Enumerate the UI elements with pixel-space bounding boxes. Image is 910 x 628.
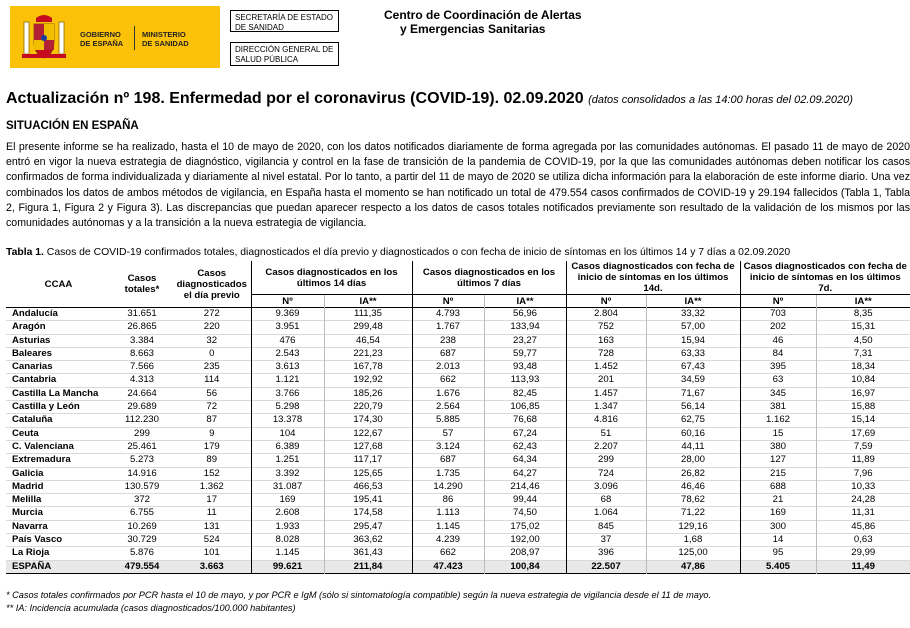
table-cell: 113,93	[484, 374, 566, 387]
table-cell: 10,33	[816, 480, 910, 493]
ccaa-name: Cataluña	[12, 414, 53, 426]
table-cell: 106,85	[484, 401, 566, 414]
table-cell: 24,28	[816, 494, 910, 507]
table-cell: 133,94	[484, 321, 566, 334]
table-cell: 78,62	[646, 494, 740, 507]
table-cell: 1.251	[251, 454, 324, 467]
table-cell: 845	[566, 520, 646, 533]
table-cell: 68	[566, 494, 646, 507]
table-cell: 15	[740, 427, 816, 440]
table-cell: 272	[203, 308, 220, 319]
table-row	[6, 507, 910, 520]
sub-n: Nº	[251, 295, 324, 308]
table-cell: 57,00	[646, 321, 740, 334]
table-cell: 179	[203, 440, 220, 452]
table-cell: 31.651	[127, 308, 157, 319]
table-cell: 4.793	[412, 308, 484, 321]
table-cell: 29,99	[816, 547, 910, 560]
table-cell: 82,45	[484, 387, 566, 400]
sub-ia: IA**	[816, 295, 910, 308]
table-cell: 63	[740, 374, 816, 387]
table-cell: 11	[206, 507, 217, 519]
col-diag14: Casos diagnosticados en los últimos 14 días	[251, 261, 412, 295]
report-header	[0, 0, 910, 75]
table-cell: 122,67	[324, 427, 412, 440]
table-row	[6, 374, 910, 387]
ccaa-name: Canarias	[12, 361, 53, 373]
table-cell: 56,14	[646, 401, 740, 414]
sub-n: Nº	[740, 295, 816, 308]
table-cell: 3.951	[251, 321, 324, 334]
table-cell: 4,50	[816, 334, 910, 347]
table-cell: 3.384	[129, 334, 154, 346]
table-cell: 16,97	[816, 387, 910, 400]
table-cell: 84	[740, 347, 816, 360]
ccaa-name: Navarra	[12, 520, 48, 532]
table-cell: 192,00	[484, 534, 566, 547]
table-cell: 728	[566, 347, 646, 360]
col-casos-totales: Casos totales*	[124, 273, 160, 295]
table-cell: 152	[203, 467, 220, 479]
table-cell: 114	[204, 374, 220, 386]
table-cell: 25.461	[127, 440, 157, 452]
table-cell: 8,35	[816, 308, 910, 321]
footnote-casos: * Casos totales confirmados por PCR hasta el 10 de mayo, y por PCR e IgM (sólo si sintomatología compatible) según la nueva estrategia de vigilancia desde el 11 de mayo.	[6, 590, 712, 600]
table-cell: 62,43	[484, 440, 566, 453]
direccion-box: DIRECCIÓN GENERAL DE SALUD PÚBLICA	[230, 42, 339, 66]
ccaa-name: Extremadura	[12, 454, 71, 466]
table-cell: 185,26	[324, 387, 412, 400]
table-row	[6, 308, 910, 321]
table-cell: 208,97	[484, 547, 566, 560]
table-cell: 192,92	[324, 374, 412, 387]
table-cell: 127	[740, 454, 816, 467]
table-cell: 71,22	[646, 507, 740, 520]
table-cell: 295,47	[324, 520, 412, 533]
table-cell: 0,63	[816, 534, 910, 547]
table-cell: 202	[740, 321, 816, 334]
sub-ia: IA**	[646, 295, 740, 308]
table-cell: 4.239	[412, 534, 484, 547]
gobierno-label: GOBIERNO DE ESPAÑA	[80, 30, 124, 48]
table-cell: 18,34	[816, 361, 910, 374]
table-cell: 14.916	[127, 467, 157, 479]
table-cell: 112.230	[125, 414, 159, 426]
table-cell: 59,77	[484, 347, 566, 360]
table-row	[6, 401, 910, 414]
table-cell: 44,11	[646, 440, 740, 453]
table-cell: 15,14	[816, 414, 910, 427]
table-cell: 201	[566, 374, 646, 387]
table-cell: 129,16	[646, 520, 740, 533]
table-cell: 125,65	[324, 467, 412, 480]
table-cell: 5.273	[129, 454, 154, 466]
table-cell: 688	[740, 480, 816, 493]
table-cell: 724	[566, 467, 646, 480]
table-cell: 1.767	[412, 321, 484, 334]
table-cell: 56,96	[484, 308, 566, 321]
sub-n: Nº	[566, 295, 646, 308]
ccaa-name: La Rioja	[12, 547, 50, 559]
table-cell: 214,46	[484, 480, 566, 493]
table-cell: 5.885	[412, 414, 484, 427]
table-cell: 6.389	[251, 440, 324, 453]
table-cell: 299	[133, 427, 150, 439]
table-cell: 174,58	[324, 507, 412, 520]
table-cell: 60,16	[646, 427, 740, 440]
table-cell: 10.269	[127, 520, 157, 532]
table-cell: 37	[566, 534, 646, 547]
table-cell: 33,32	[646, 308, 740, 321]
table-cell: 2.013	[412, 361, 484, 374]
table-cell: 34,59	[646, 374, 740, 387]
table-cell: 476	[251, 334, 324, 347]
table-cell: 372	[133, 494, 150, 506]
table-cell: 99.621	[251, 560, 324, 573]
table-cell: 2.804	[566, 308, 646, 321]
table-cell: 752	[566, 321, 646, 334]
table-cell: 1.452	[566, 361, 646, 374]
table-cell: 3.392	[251, 467, 324, 480]
page-title: Actualización nº 198. Enfermedad por el coronavirus (COVID-19). 02.09.2020 (datos consolidados a las 14:00 horas del 02.09.2020)	[6, 90, 853, 107]
table-cell: 63,33	[646, 347, 740, 360]
ccaa-name: Murcia	[12, 507, 43, 519]
col-dia-previo: Casos diagnosticados el día previo	[176, 267, 247, 301]
table-cell: 215	[740, 467, 816, 480]
table-cell: 2.564	[412, 401, 484, 414]
table-cell: 169	[251, 494, 324, 507]
table-cell: 11,31	[816, 507, 910, 520]
table-cell: 361,43	[324, 547, 412, 560]
table-cell: 28,00	[646, 454, 740, 467]
table-row	[6, 494, 910, 507]
table-row	[6, 347, 910, 360]
table-cell: 2.543	[251, 347, 324, 360]
table-row	[6, 361, 910, 374]
table-cell: 1.145	[251, 547, 324, 560]
ccaa-name: Ceuta	[12, 427, 39, 439]
table-cell: 1.064	[566, 507, 646, 520]
table-cell: 22.507	[566, 560, 646, 573]
table-cell: 687	[412, 347, 484, 360]
table-cell: 220,79	[324, 401, 412, 414]
table-cell: 93,48	[484, 361, 566, 374]
table-cell: 524	[203, 534, 220, 546]
table-cell: 395	[740, 361, 816, 374]
table-cell: 74,50	[484, 507, 566, 520]
table-row	[6, 534, 910, 547]
ccaa-name: Madrid	[12, 480, 44, 492]
table-cell: 47.423	[412, 560, 484, 573]
table-cell: 13.378	[251, 414, 324, 427]
table-row	[6, 480, 910, 493]
coat-of-arms-icon	[22, 12, 66, 62]
footnote-ia: ** IA: Incidencia acumulada (casos diagnosticados/100.000 habitantes)	[6, 603, 296, 613]
table-row	[6, 467, 910, 480]
table-cell: 363,62	[324, 534, 412, 547]
table-cell: 47,86	[646, 560, 740, 573]
table-cell: 17	[206, 494, 218, 506]
table-row	[6, 547, 910, 560]
ccaa-name: Castilla La Mancha	[12, 387, 99, 399]
table-cell: 32	[206, 334, 218, 346]
table-cell: 396	[566, 547, 646, 560]
ccaa-name: Andalucía	[12, 308, 58, 319]
table-cell: 57	[412, 427, 484, 440]
table-cell: 1.121	[251, 374, 324, 387]
table-cell: 3.766	[251, 387, 324, 400]
table-cell: 1.362	[199, 480, 224, 492]
table-cell: 1.113	[412, 507, 484, 520]
covid-table	[6, 261, 910, 574]
ccaa-name: País Vasco	[12, 534, 63, 546]
table-cell: 479.554	[124, 560, 160, 572]
sub-ia: IA**	[484, 295, 566, 308]
table-cell: 89	[206, 454, 218, 466]
table-cell: 167,78	[324, 361, 412, 374]
table-cell: 8.663	[129, 347, 154, 359]
table-cell: 51	[566, 427, 646, 440]
ccaa-name: Asturias	[12, 334, 51, 346]
table-cell: 175,02	[484, 520, 566, 533]
table-cell: 221,23	[324, 347, 412, 360]
table-cell: 1.676	[412, 387, 484, 400]
table-cell: 45,86	[816, 520, 910, 533]
ccaa-name: Melilla	[12, 494, 42, 506]
table-cell: 24.664	[127, 387, 157, 399]
table-body	[6, 308, 910, 574]
table-cell: 26.865	[127, 321, 157, 333]
section-heading: SITUACIÓN EN ESPAÑA	[6, 120, 139, 132]
table-row	[6, 454, 910, 467]
table-cell: 15,88	[816, 401, 910, 414]
table-cell: 10,84	[816, 374, 910, 387]
table-cell: 62,75	[646, 414, 740, 427]
table-cell: 64,34	[484, 454, 566, 467]
table-cell: 29.689	[127, 401, 157, 413]
table-cell: 46,54	[324, 334, 412, 347]
table-cell: 1.933	[251, 520, 324, 533]
ccaa-name: Aragón	[12, 321, 46, 333]
table-row	[6, 440, 910, 453]
table-cell: 238	[412, 334, 484, 347]
table-cell: 174,30	[324, 414, 412, 427]
table-cell: 299,48	[324, 321, 412, 334]
table-cell: 345	[740, 387, 816, 400]
table-cell: 3.613	[251, 361, 324, 374]
table-cell: 1.735	[412, 467, 484, 480]
table-cell: 381	[740, 401, 816, 414]
table-cell: 71,67	[646, 387, 740, 400]
table-cell: 220	[203, 321, 220, 333]
table-row	[6, 427, 910, 440]
table-cell: 5.298	[251, 401, 324, 414]
table-cell: 466,53	[324, 480, 412, 493]
table-cell: 1.145	[412, 520, 484, 533]
table-cell: 195,41	[324, 494, 412, 507]
table-cell: 15,94	[646, 334, 740, 347]
table-cell: 111,35	[324, 308, 412, 321]
table-cell: 101	[203, 547, 220, 559]
table-cell: 104	[251, 427, 324, 440]
table-cell: 21	[740, 494, 816, 507]
col-ccaa: CCAA	[44, 278, 73, 290]
table-cell: 67,24	[484, 427, 566, 440]
ccaa-name: C. Valenciana	[12, 440, 74, 452]
table-cell: 31.087	[251, 480, 324, 493]
table-cell: 211,84	[324, 560, 412, 573]
table-cell: 662	[412, 374, 484, 387]
table-cell: 8.028	[251, 534, 324, 547]
table-cell: 5.876	[129, 547, 154, 559]
table-cell: 64,27	[484, 467, 566, 480]
table-cell: 2.207	[566, 440, 646, 453]
table-cell: 4.313	[129, 374, 154, 386]
table-cell: 169	[740, 507, 816, 520]
table-cell: 46,46	[646, 480, 740, 493]
table-cell: 300	[740, 520, 816, 533]
table-cell: 1,68	[646, 534, 740, 547]
ccaa-name: ESPAÑA	[12, 560, 52, 572]
table-cell: 3.124	[412, 440, 484, 453]
table-cell: 95	[740, 547, 816, 560]
table-cell: 23,27	[484, 334, 566, 347]
government-logo	[10, 6, 220, 68]
table-cell: 2.608	[251, 507, 324, 520]
table-row	[6, 520, 910, 533]
col-diag7: Casos diagnosticados en los últimos 7 días	[412, 261, 566, 295]
table-cell: 14	[740, 534, 816, 547]
table-cell: 662	[412, 547, 484, 560]
table-cell: 7,31	[816, 347, 910, 360]
table-cell: 67,43	[646, 361, 740, 374]
table-cell: 127,68	[324, 440, 412, 453]
table-cell: 9.369	[251, 308, 324, 321]
sub-ia: IA**	[324, 295, 412, 308]
table-cell: 46	[740, 334, 816, 347]
table-cell: 100,84	[484, 560, 566, 573]
table-cell: 163	[566, 334, 646, 347]
table-cell: 1.162	[740, 414, 816, 427]
table-cell: 131	[203, 520, 220, 532]
table-cell: 703	[740, 308, 816, 321]
table-cell: 380	[740, 440, 816, 453]
table-cell: 30.729	[127, 534, 157, 546]
ccaa-name: Baleares	[12, 347, 53, 359]
table-cell: 687	[412, 454, 484, 467]
table-cell: 7.566	[129, 361, 154, 373]
table-caption: Tabla 1. Casos de COVID-19 confirmados totales, diagnosticados el día previo y diagnosticados o con fecha de inicio de síntomas en los últimos 14 y 7 días a 02.09.2020	[6, 247, 791, 258]
centro-title: Centro de Coordinación de Alertas y Emergencias Sanitarias	[384, 8, 582, 36]
table-cell: 14.290	[412, 480, 484, 493]
table-cell: 9	[209, 427, 215, 439]
table-cell: 7,96	[816, 467, 910, 480]
table-cell: 72	[206, 401, 218, 413]
logo-divider	[134, 26, 135, 50]
table-cell: 11,89	[816, 454, 910, 467]
total-row	[6, 560, 910, 573]
ccaa-name: Cantabria	[12, 374, 57, 386]
table-cell: 1.457	[566, 387, 646, 400]
ccaa-name: Castilla y León	[12, 401, 80, 413]
table-cell: 76,68	[484, 414, 566, 427]
table-row	[6, 414, 910, 427]
col-sint14: Casos diagnosticados con fecha de inicio de síntomas en los últimos 14d.	[566, 261, 740, 295]
table-cell: 7,59	[816, 440, 910, 453]
table-cell: 99,44	[484, 494, 566, 507]
table-cell: 11,49	[816, 560, 910, 573]
table-cell: 0	[209, 347, 215, 359]
intro-paragraph: El presente informe se ha realizado, hasta el 10 de mayo de 2020, con los datos notificados diariamente de forma agregada por las comunidades autónomas. El pasado 11 de mayo de 2020 entró en vigor la nueva estrategia de diagnóstico, vigilancia y control en la fase de transición de la pandemia de COVID-19, por la que las comunidades autónomas deben notificar los casos confirmados de forma individualizada y diariamente al nivel estatal. Por lo tanto, a partir del 11 de mayo de 2020 se utiliza dicha información para la elaboración de este informe diario. Una vez combinados los datos de ambos métodos de vigilancia, en España hasta el momento se han notificado un total de 479.554 casos confirmados de COVID-19 y 29.194 fallecidos (Tabla 1, Tabla 2, Figura 1, Figura 2 y Figura 3). Las discrepancias que puedan aparecer respecto a los datos de casos totales notificados previamente son resultado de la validación de los mismos por las comunidades autónomas y a la transición a la nueva estrategia de vigilancia.	[6, 141, 910, 230]
table-cell: 6.755	[129, 507, 154, 519]
table-cell: 26,82	[646, 467, 740, 480]
table-row	[6, 387, 910, 400]
table-cell: 17,69	[816, 427, 910, 440]
table-cell: 5.405	[740, 560, 816, 573]
col-sint7: Casos diagnosticados con fecha de inicio de síntomas en los últimos 7d.	[740, 261, 910, 295]
ccaa-name: Galicia	[12, 467, 44, 479]
sub-n: Nº	[412, 295, 484, 308]
table-row	[6, 321, 910, 334]
table-cell: 56	[206, 387, 218, 399]
table-cell: 117,17	[324, 454, 412, 467]
table-cell: 125,00	[646, 547, 740, 560]
table-cell: 3.096	[566, 480, 646, 493]
table-cell: 235	[203, 361, 220, 373]
table-cell: 130.579	[124, 480, 160, 492]
table-cell: 4.816	[566, 414, 646, 427]
table-cell: 299	[566, 454, 646, 467]
secretaria-box: SECRETARÍA DE ESTADO DE SANIDAD	[230, 10, 339, 32]
table-cell: 87	[206, 414, 218, 426]
table-cell: 3.663	[199, 560, 224, 572]
table-cell: 86	[412, 494, 484, 507]
table-cell: 1.347	[566, 401, 646, 414]
table-cell: 15,31	[816, 321, 910, 334]
table-row	[6, 334, 910, 347]
ministerio-label: MINISTERIO DE SANIDAD	[142, 30, 189, 48]
